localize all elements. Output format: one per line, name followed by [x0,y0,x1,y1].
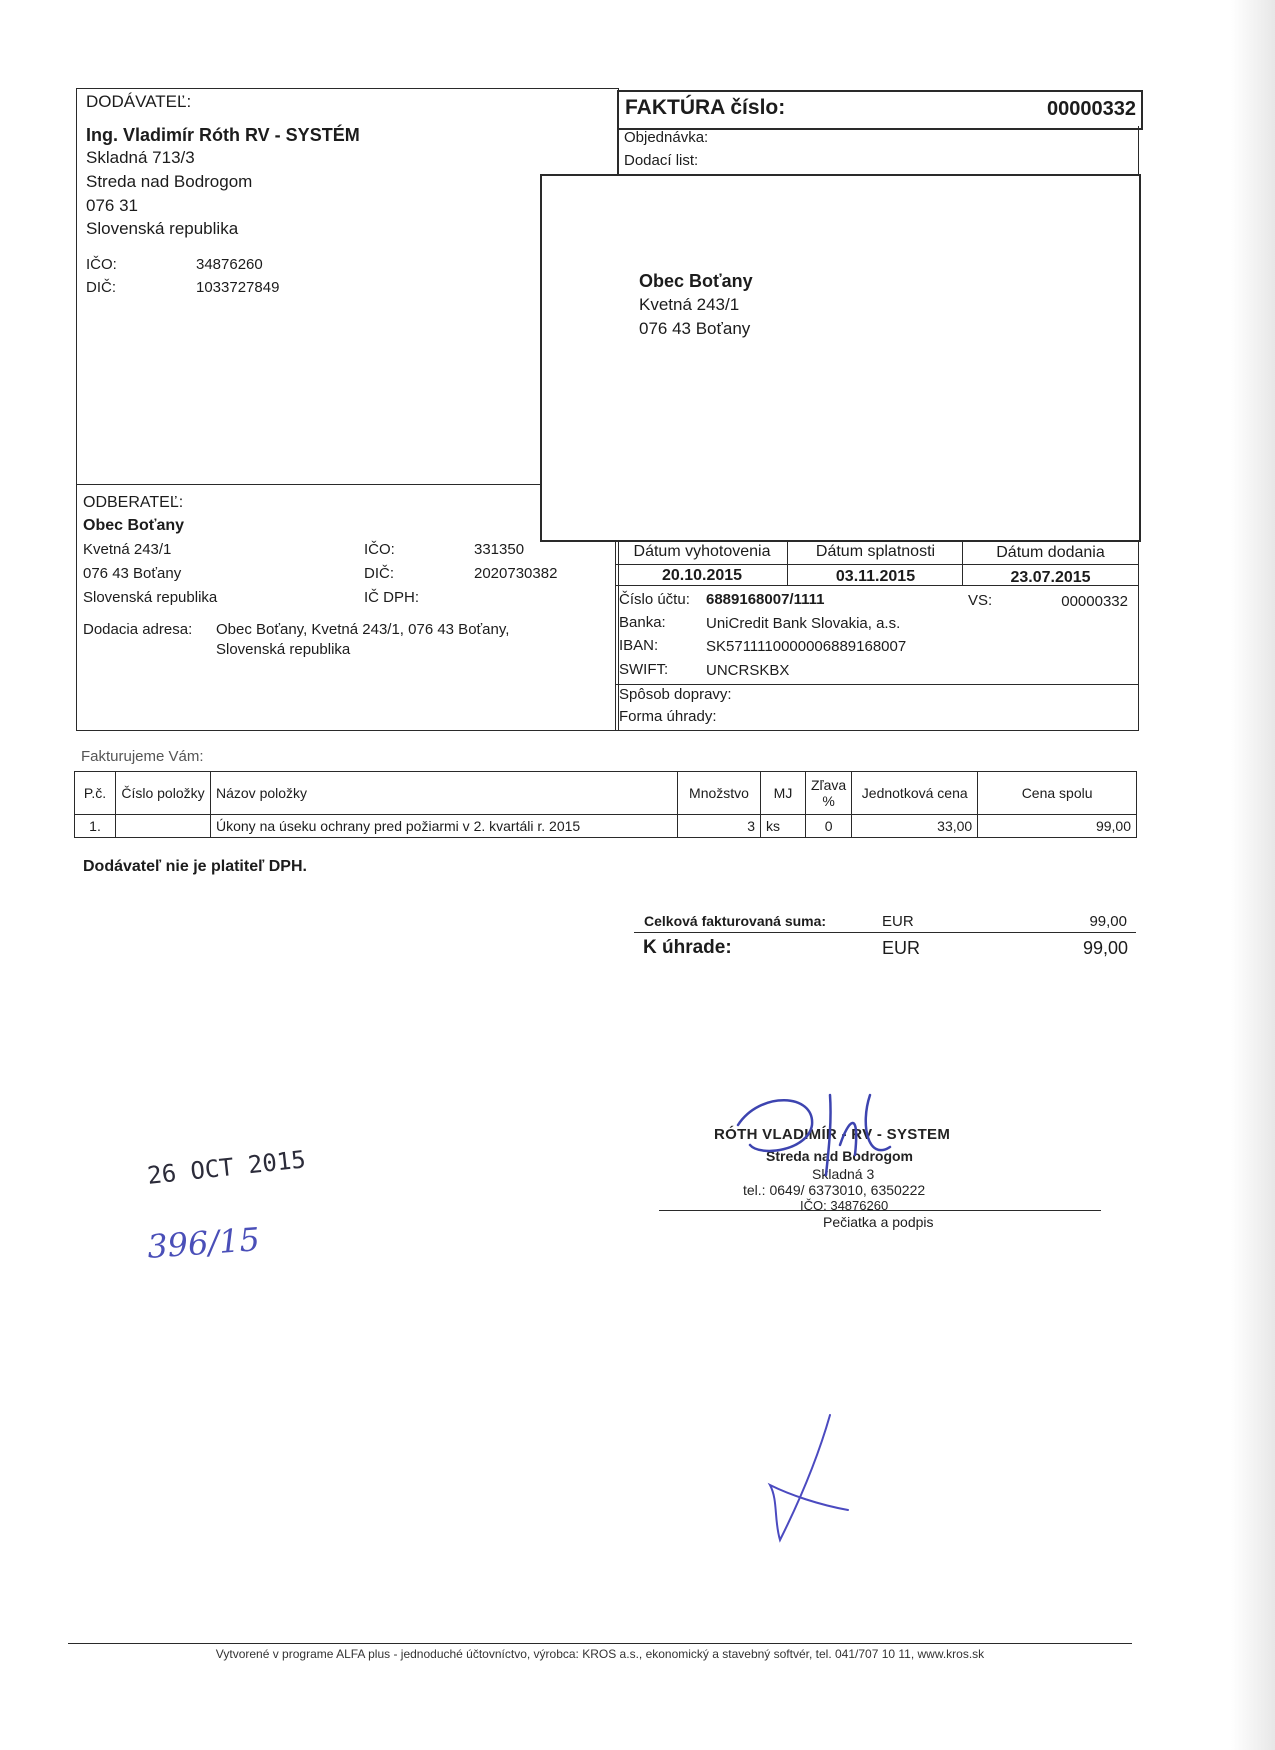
page-edge-shadow [1231,0,1275,1750]
dates-col-sep-1 [787,540,788,585]
supplier-dic: 1033727849 [196,279,280,296]
supplier-heading: DODÁVATEĽ: [86,92,192,111]
cell-number: 1. [75,815,116,838]
initials-stroke [770,1415,848,1540]
supplier-street: Skladná 713/3 [86,148,195,167]
cell-unit: ks [761,815,806,838]
customer-city: 076 43 Boťany [83,565,182,582]
delivery-address-line1: Obec Boťany, Kvetná 243/1, 076 43 Boťany, [216,621,510,638]
customer-dic-label: DIČ: [364,565,394,582]
account-number: 6889168007/1111 [706,591,825,608]
recipient-street: Kvetná 243/1 [639,295,740,314]
swift-value: UNCRSKBX [706,662,790,679]
col-header-total: Cena spolu [978,772,1137,815]
iban-label: IBAN: [619,637,659,654]
stamp-line3: Skladná 3 [812,1166,875,1182]
cell-item-code [116,815,211,838]
col-header-discount: Zľava % [806,772,852,815]
customer-name: Obec Boťany [83,517,185,534]
signature-stroke-1 [738,1095,890,1175]
customer-ico-label: IČO: [364,541,395,558]
swift-label: SWIFT: [619,661,669,678]
invoice-number: 00000332 [1047,98,1136,120]
delivery-address-line2: Slovenská republika [216,641,351,658]
items-header-row [75,772,1137,815]
customer-street: Kvetná 243/1 [83,541,172,558]
col-header-quantity: Množstvo [678,772,761,815]
received-number: 396/15 [146,1220,261,1266]
col-header-item-name: Názov položky [211,772,678,815]
customer-ico: 331350 [474,541,525,558]
issue-date-label: Dátum vyhotovenia [633,543,771,560]
col-header-item-code: Číslo položky [116,772,211,815]
total-label: Celková fakturovaná suma: [644,913,827,929]
stamp-caption: Pečiatka a podpis [823,1214,934,1230]
delivery-date-label: Dátum dodania [996,544,1105,561]
supplier-country: Slovenská republika [86,219,239,238]
signature-scribble [720,1085,970,1205]
cell-item-name: Úkony na úseku ochrany pred požiarmi v 2. kvartáli r. 2015 [211,815,678,838]
supplier-name: Ing. Vladimír Róth RV - SYSTÉM [86,125,360,145]
customer-country: Slovenská republika [83,589,218,606]
footer-text: Vytvorené v programe ALFA plus - jednoduché účtovníctvo, výrobca: KROS a.s., ekonomický a stavebný softvér, tel. 041/707 10 11, www.kros.sk [215,1647,985,1661]
issue-date: 20.10.2015 [661,567,743,584]
invoice-title: FAKTÚRA číslo: [625,96,786,119]
customer-icdph-label: IČ DPH: [364,589,420,606]
stamp-line1: RÓTH VLADIMÍR - RV - SYSTEM [714,1126,951,1143]
cell-discount: 0 [806,815,852,838]
bank-bottom-line [615,684,1138,685]
vat-note: Dodávateľ nie je platiteľ DPH. [83,858,307,875]
cell-quantity: 3 [678,815,761,838]
total-currency: EUR [882,913,914,930]
payment-form-label: Forma úhrady: [619,708,717,725]
cell-total: 99,00 [978,815,1137,838]
vs-value: 00000332 [1061,593,1128,610]
bank-name: UniCredit Bank Slovakia, a.s. [706,615,901,632]
footer-line [68,1643,1132,1644]
supplier-ico-label: IČO: [86,256,117,273]
recipient-window [540,174,1141,542]
col-header-unit: MJ [761,772,806,815]
total-value: 99,00 [1089,913,1127,930]
due-date-label: Dátum splatnosti [815,543,936,560]
supplier-ico: 34876260 [196,256,263,273]
delivery-note-label: Dodací list: [624,152,699,169]
right-column-left-border [617,126,618,174]
due-value: 99,00 [1082,938,1128,958]
supplier-divider [76,484,617,485]
recipient-name: Obec Boťany [639,271,753,291]
initials-signature [760,1410,870,1550]
dates-header-line [615,564,1138,565]
due-date: 03.11.2015 [835,568,916,585]
delivery-address-label: Dodacia adresa: [83,621,193,638]
totals-line [634,932,1136,933]
items-table [74,771,1137,838]
dates-col-sep-2 [962,540,963,585]
stamp-line5: IČO: 34876260 [800,1198,889,1213]
col-header-unit-price: Jednotková cena [852,772,978,815]
customer-heading: ODBERATEĽ: [83,494,184,511]
supplier-city: Streda nad Bodrogom [86,172,253,191]
vs-label: VS: [968,592,993,609]
supplier-dic-label: DIČ: [86,279,116,296]
due-label: K úhrade: [643,937,732,958]
iban-value: SK5711110000006889168007 [706,638,907,655]
order-label: Objednávka: [624,129,709,146]
stamp-line4: tel.: 0649/ 6373010, 6350222 [743,1182,926,1198]
stamp-line2: Streda nad Bodrogom [766,1148,914,1164]
signature-line [659,1210,1101,1211]
delivery-date: 23.07.2015 [1010,569,1091,586]
transport-label: Spôsob dopravy: [619,686,732,703]
table-row [75,815,1137,838]
account-label: Číslo účtu: [619,591,690,608]
col-header-number: P.č. [75,772,116,815]
received-date-stamp: 26 OCT 2015 [146,1145,308,1190]
supplier-zip: 076 31 [86,196,138,215]
right-column-right-border [1138,126,1139,174]
items-intro: Fakturujeme Vám: [81,748,204,765]
due-currency: EUR [882,938,921,958]
customer-dic: 2020730382 [474,565,558,582]
cell-unit-price: 33,00 [852,815,978,838]
recipient-city: 076 43 Boťany [639,319,751,338]
bank-label: Banka: [619,614,666,631]
